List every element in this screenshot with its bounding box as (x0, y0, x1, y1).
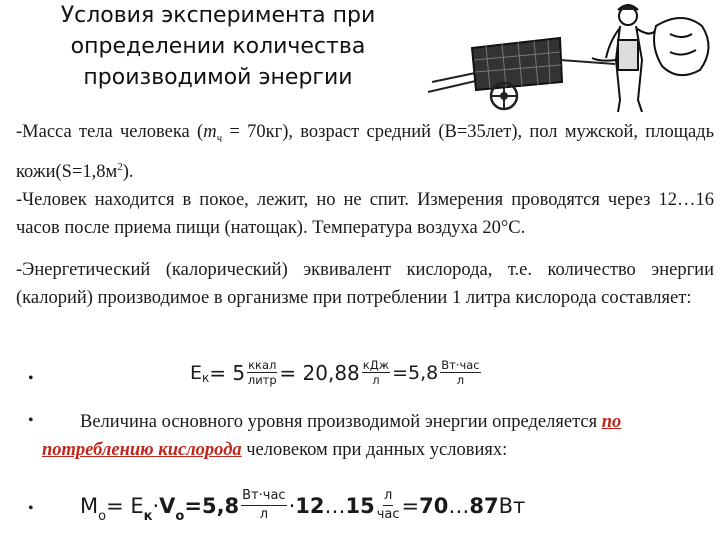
fraction: $\frac{\text{ккал}}{\text{литр}}$ (247, 358, 277, 387)
title-line: определении количества (70, 34, 366, 59)
formula-basal-energy: М $_о$ = Е $_к$ · V $_o$ =5,8 $\frac{\text{Вт·час}}{л}$ · 12 … 15 $\frac{л}{\text{час}}$ = 70 … 87 Вт (80, 488, 526, 524)
fraction: $\frac{\text{Вт·час}}{л}$ (441, 358, 480, 387)
bullet: • (28, 500, 34, 517)
condition-rest: -Человек находится в покое, лежит, но не спит. Измерения проводятся через 12…16 часов после приема пищи (натощак). Температура воздуха 20°C. (16, 190, 714, 238)
man-with-oxygen-bag-and-cart-icon (420, 0, 720, 112)
title-line: производимой энергии (83, 65, 353, 90)
formula-energy-equivalent: Е $_к$ = 5 $\frac{\text{ккал}}{\text{литр}}$ = 20,88 $\frac{\text{кДж}}{л}$ =5,8 $\frac{\text{Вт·час}}{л}$ (190, 358, 480, 387)
highlight-text: по (601, 412, 622, 432)
basal-energy-text: Величина основного уровня производимой энергии определяется по потреблению кислорода человеком при данных условиях: (42, 412, 622, 460)
fraction: $\frac{л}{\text{час}}$ (376, 488, 400, 522)
condition-oxygen-equivalent: -Энергетический (калорический) эквивалент кислорода, т.е. количество энергии (калорий) производимое в организме при потреблении 1 литра кислорода составляет: (16, 260, 714, 308)
bullet: • (28, 412, 34, 429)
highlight-text: потреблению кислорода (42, 440, 242, 460)
title-line: Условия эксперимента при (60, 3, 376, 28)
bullet: • (28, 370, 34, 387)
fraction: $\frac{\text{Вт·час}}{л}$ (242, 488, 286, 522)
fraction: $\frac{\text{кДж}}{л}$ (362, 358, 390, 387)
slide-title (28, 0, 408, 93)
condition-mass: -Масса тела человека $(m_ч = 70кг)$, возраст средний (В=35лет), пол мужской, площадь $кожи(S=1,8м^2)$. (16, 122, 715, 182)
